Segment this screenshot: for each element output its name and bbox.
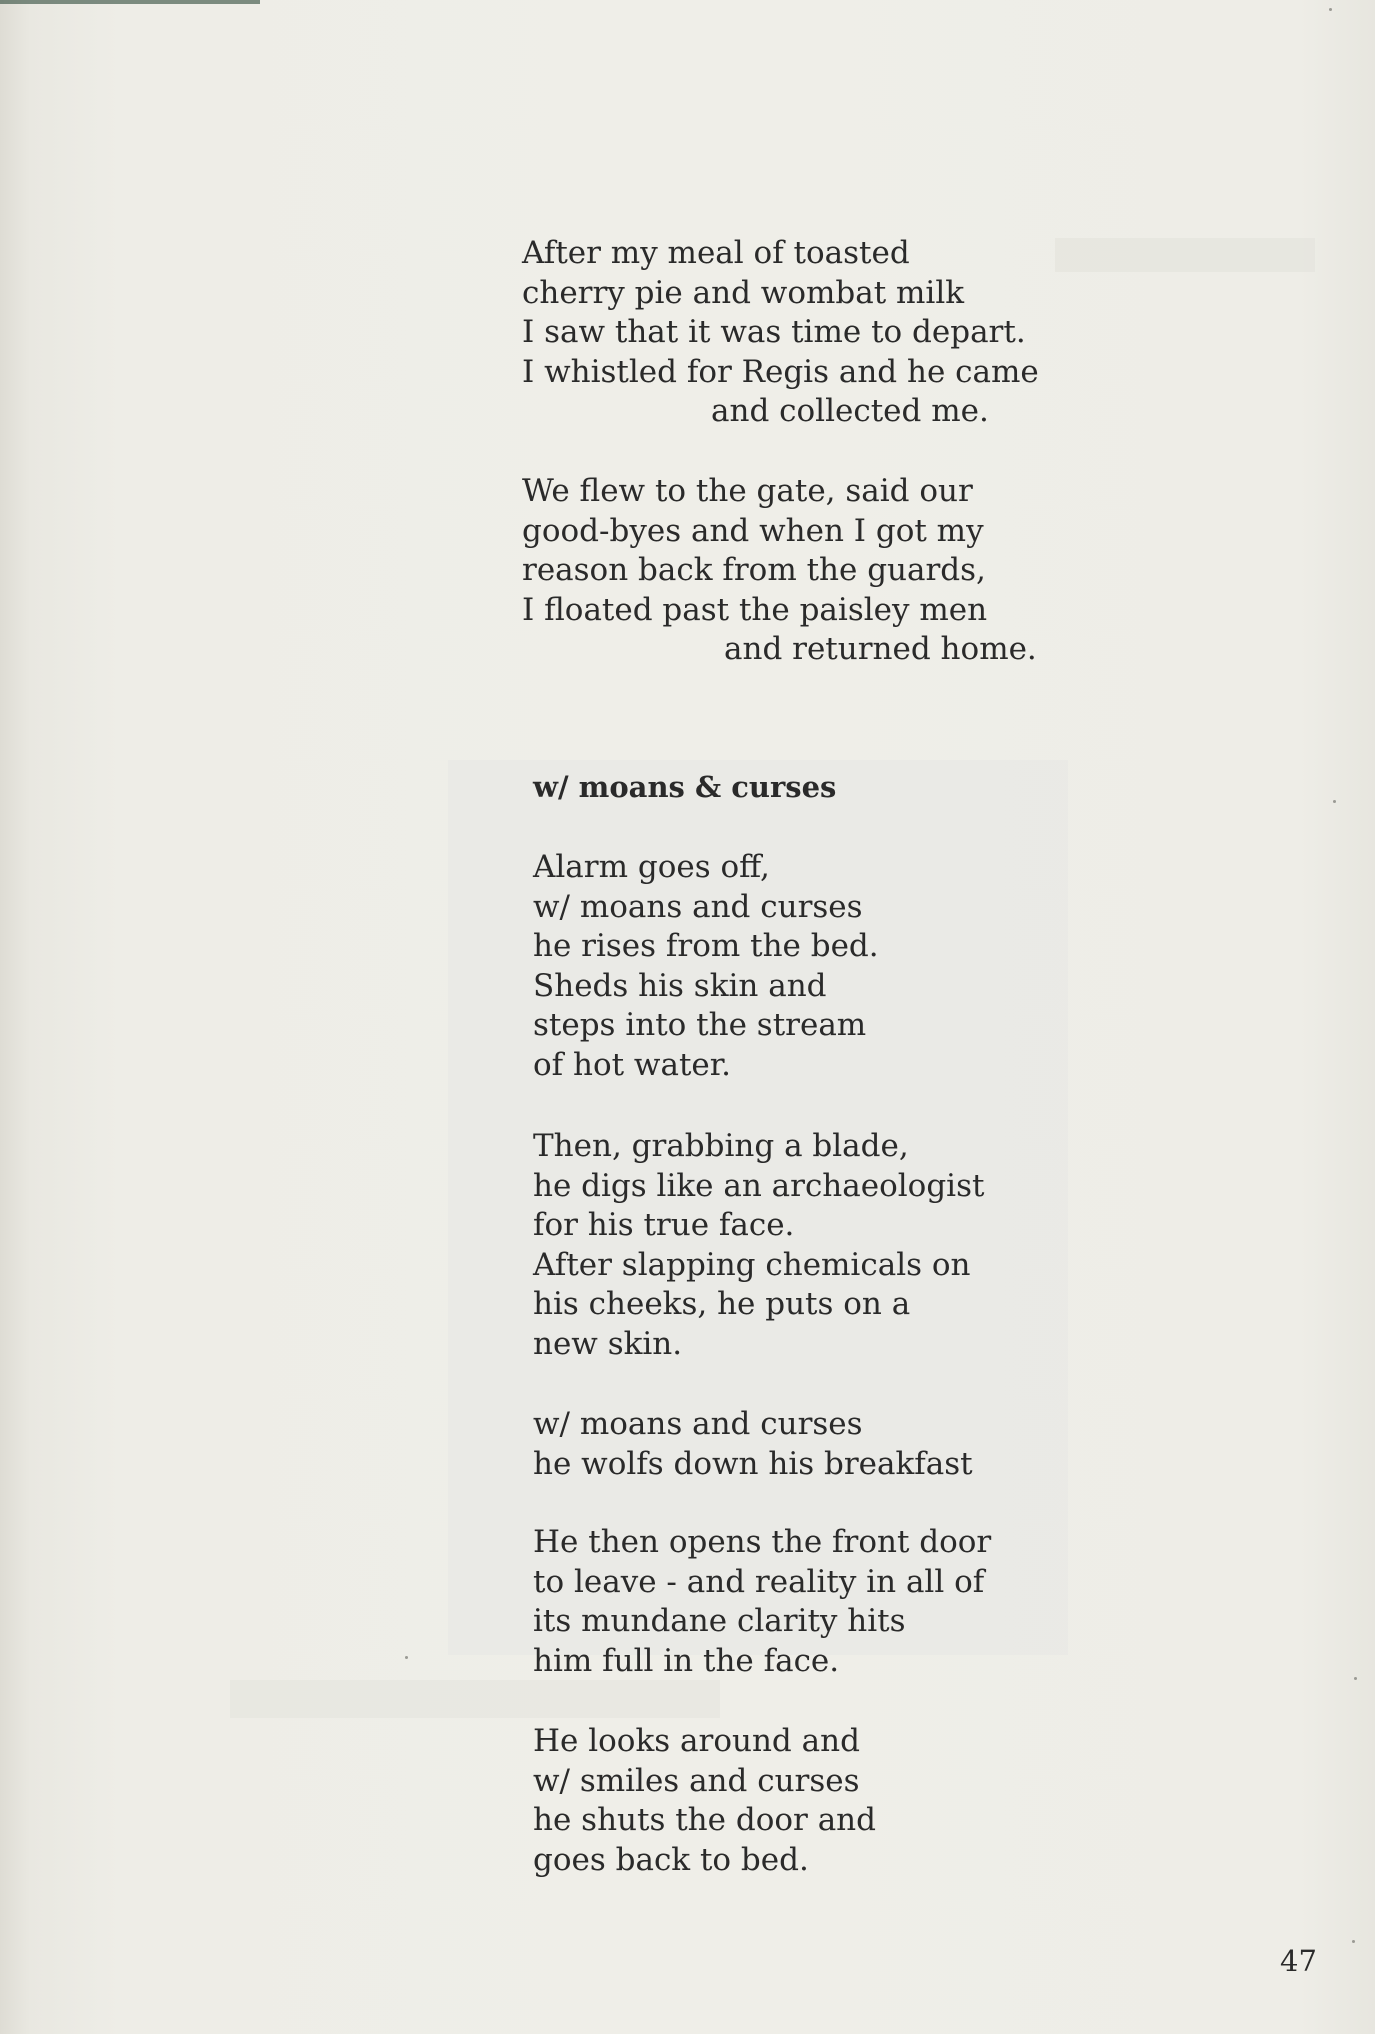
poem-line: he shuts the door and [533, 1802, 876, 1839]
paper-speck [1352, 1940, 1355, 1943]
poem-line: good-byes and when I got my [522, 512, 984, 549]
poem-line: he rises from the bed. [533, 928, 879, 965]
binding-edge [0, 0, 260, 4]
poem-line: steps into the stream [533, 1007, 867, 1044]
poem-line: its mundane clarity hits [533, 1603, 906, 1640]
continued-poem-stanza-1 [522, 234, 1039, 432]
paper-speck [1354, 1677, 1357, 1680]
poem-line: I whistled for Regis and he came [522, 353, 1039, 390]
poem-line: him full in the face. [533, 1642, 840, 1679]
poem-line: and returned home. [724, 631, 1037, 668]
poem-stanza-5 [533, 1722, 876, 1880]
poem-line: cherry pie and wombat milk [522, 274, 965, 311]
poem-line: he wolfs down his breakfast [533, 1445, 973, 1482]
page-number: 47 [1280, 1944, 1317, 1978]
poem-line: w/ moans and curses [533, 888, 863, 925]
poem-line: Sheds his skin and [533, 967, 827, 1004]
paper-speck [1329, 8, 1332, 11]
poem-line: reason back from the guards, [522, 552, 986, 589]
poem-line: Alarm goes off, [533, 849, 770, 885]
poem-line: After my meal of toasted [522, 235, 910, 271]
poem-line: for his true face. [533, 1207, 795, 1244]
poem-line: his cheeks, he puts on a [533, 1286, 911, 1323]
show-through-shadow [230, 1680, 720, 1718]
poem-line: I floated past the paisley men [522, 591, 988, 628]
poem-line: I saw that it was time to depart. [522, 314, 1026, 351]
poem-line: he digs like an archaeologist [533, 1167, 985, 1204]
poem-line: to leave - and reality in all of [533, 1563, 985, 1600]
continued-poem-stanza-2 [522, 472, 1037, 670]
poem-line: Then, grabbing a blade, [533, 1128, 909, 1164]
poem-line: w/ smiles and curses [533, 1762, 860, 1799]
poem-line: We flew to the gate, said our [522, 473, 973, 509]
poem-line: of hot water. [533, 1046, 732, 1083]
poem-line: new skin. [533, 1325, 683, 1362]
show-through-shadow [1055, 238, 1315, 272]
paper-speck [405, 1656, 408, 1659]
poem-stanza-1 [533, 848, 879, 1086]
paper-speck [1333, 800, 1336, 803]
poem-line: and collected me. [711, 393, 989, 430]
poem-title: w/ moans & curses [533, 770, 837, 804]
poem-line: After slapping chemicals on [533, 1246, 971, 1283]
poem-line: w/ moans and curses [533, 1406, 863, 1442]
poem-line: goes back to bed. [533, 1841, 809, 1878]
poem-line: He looks around and [533, 1723, 860, 1759]
poem-line: He then opens the front door [533, 1524, 992, 1560]
poem-stanza-3 [533, 1405, 973, 1484]
poem-stanza-2 [533, 1127, 984, 1365]
poem-stanza-4 [533, 1523, 991, 1681]
